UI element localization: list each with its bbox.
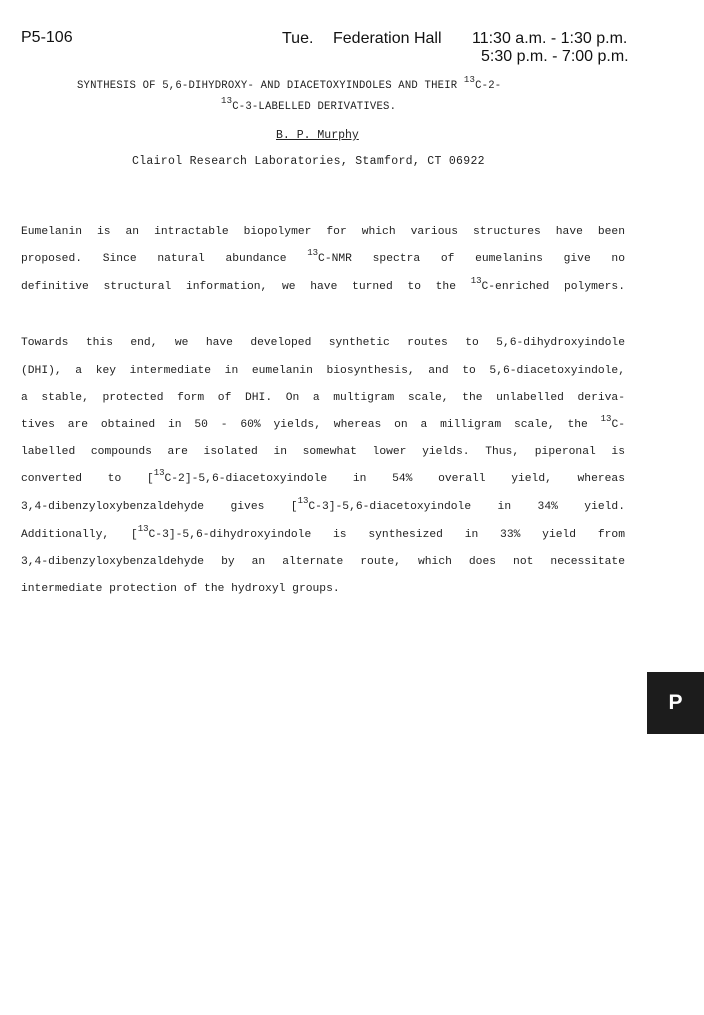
paragraph-2-line-8: Additionally, [$^{13}$C-3]-5,6-dihydroxyindole is synthesized in 33% yield from xyxy=(21,524,625,541)
abstract-title-line-2: $^{13}$C-3-LABELLED DERIVATIVES. xyxy=(221,96,397,113)
author-name: B. P. Murphy xyxy=(276,129,359,142)
abstract-title-line-1: SYNTHESIS OF 5,6-DIHYDROXY- AND DIACETOXYINDOLES AND THEIR $^{13}$C-2- xyxy=(77,75,502,92)
paragraph-2-line-1: Towards this end, we have developed synthetic routes to 5,6-dihydroxyindole xyxy=(21,337,625,349)
session-time-2: 5:30 p.m. - 7:00 p.m. xyxy=(481,48,629,65)
paragraph-1-line-2: proposed. Since natural abundance $^{13}$C-NMR spectra of eumelanins give no xyxy=(21,248,625,265)
paragraph-2-line-5: labelled compounds are isolated in somewhat lower yields. Thus, piperonal is xyxy=(21,446,625,458)
session-day: Tue. xyxy=(282,30,314,47)
author-affiliation: Clairol Research Laboratories, Stamford, CT 06922 xyxy=(132,155,485,168)
paragraph-2-line-4: tives are obtained in 50 - 60% yields, whereas on a milligram scale, the $^{13}$C- xyxy=(21,414,625,431)
paragraph-1-line-1: Eumelanin is an intractable biopolymer for which various structures have been xyxy=(21,226,625,238)
section-tab: P xyxy=(647,672,704,734)
session-time-1: 11:30 a.m. - 1:30 p.m. xyxy=(472,30,628,47)
paragraph-2-line-9: 3,4-dibenzyloxybenzaldehyde by an alternate route, which does not necessitate xyxy=(21,556,625,568)
paragraph-2-line-2: (DHI), a key intermediate in eumelanin biosynthesis, and to 5,6-diacetoxyindole, xyxy=(21,365,625,377)
paragraph-2-line-7: 3,4-dibenzyloxybenzaldehyde gives [$^{13}$C-3]-5,6-diacetoxyindole in 34% yield. xyxy=(21,496,625,513)
paragraph-2-line-3: a stable, protected form of DHI. On a multigram scale, the unlabelled deriva- xyxy=(21,392,625,404)
abstract-code: P5-106 xyxy=(21,29,73,46)
paragraph-1-line-3: definitive structural information, we have turned to the $^{13}$C-enriched polymers. xyxy=(21,276,625,293)
session-venue: Federation Hall xyxy=(333,30,442,47)
paragraph-2-line-10: intermediate protection of the hydroxyl groups. xyxy=(21,583,340,595)
paragraph-2-line-6: converted to [$^{13}$C-2]-5,6-diacetoxyindole in 54% overall yield, whereas xyxy=(21,468,625,485)
